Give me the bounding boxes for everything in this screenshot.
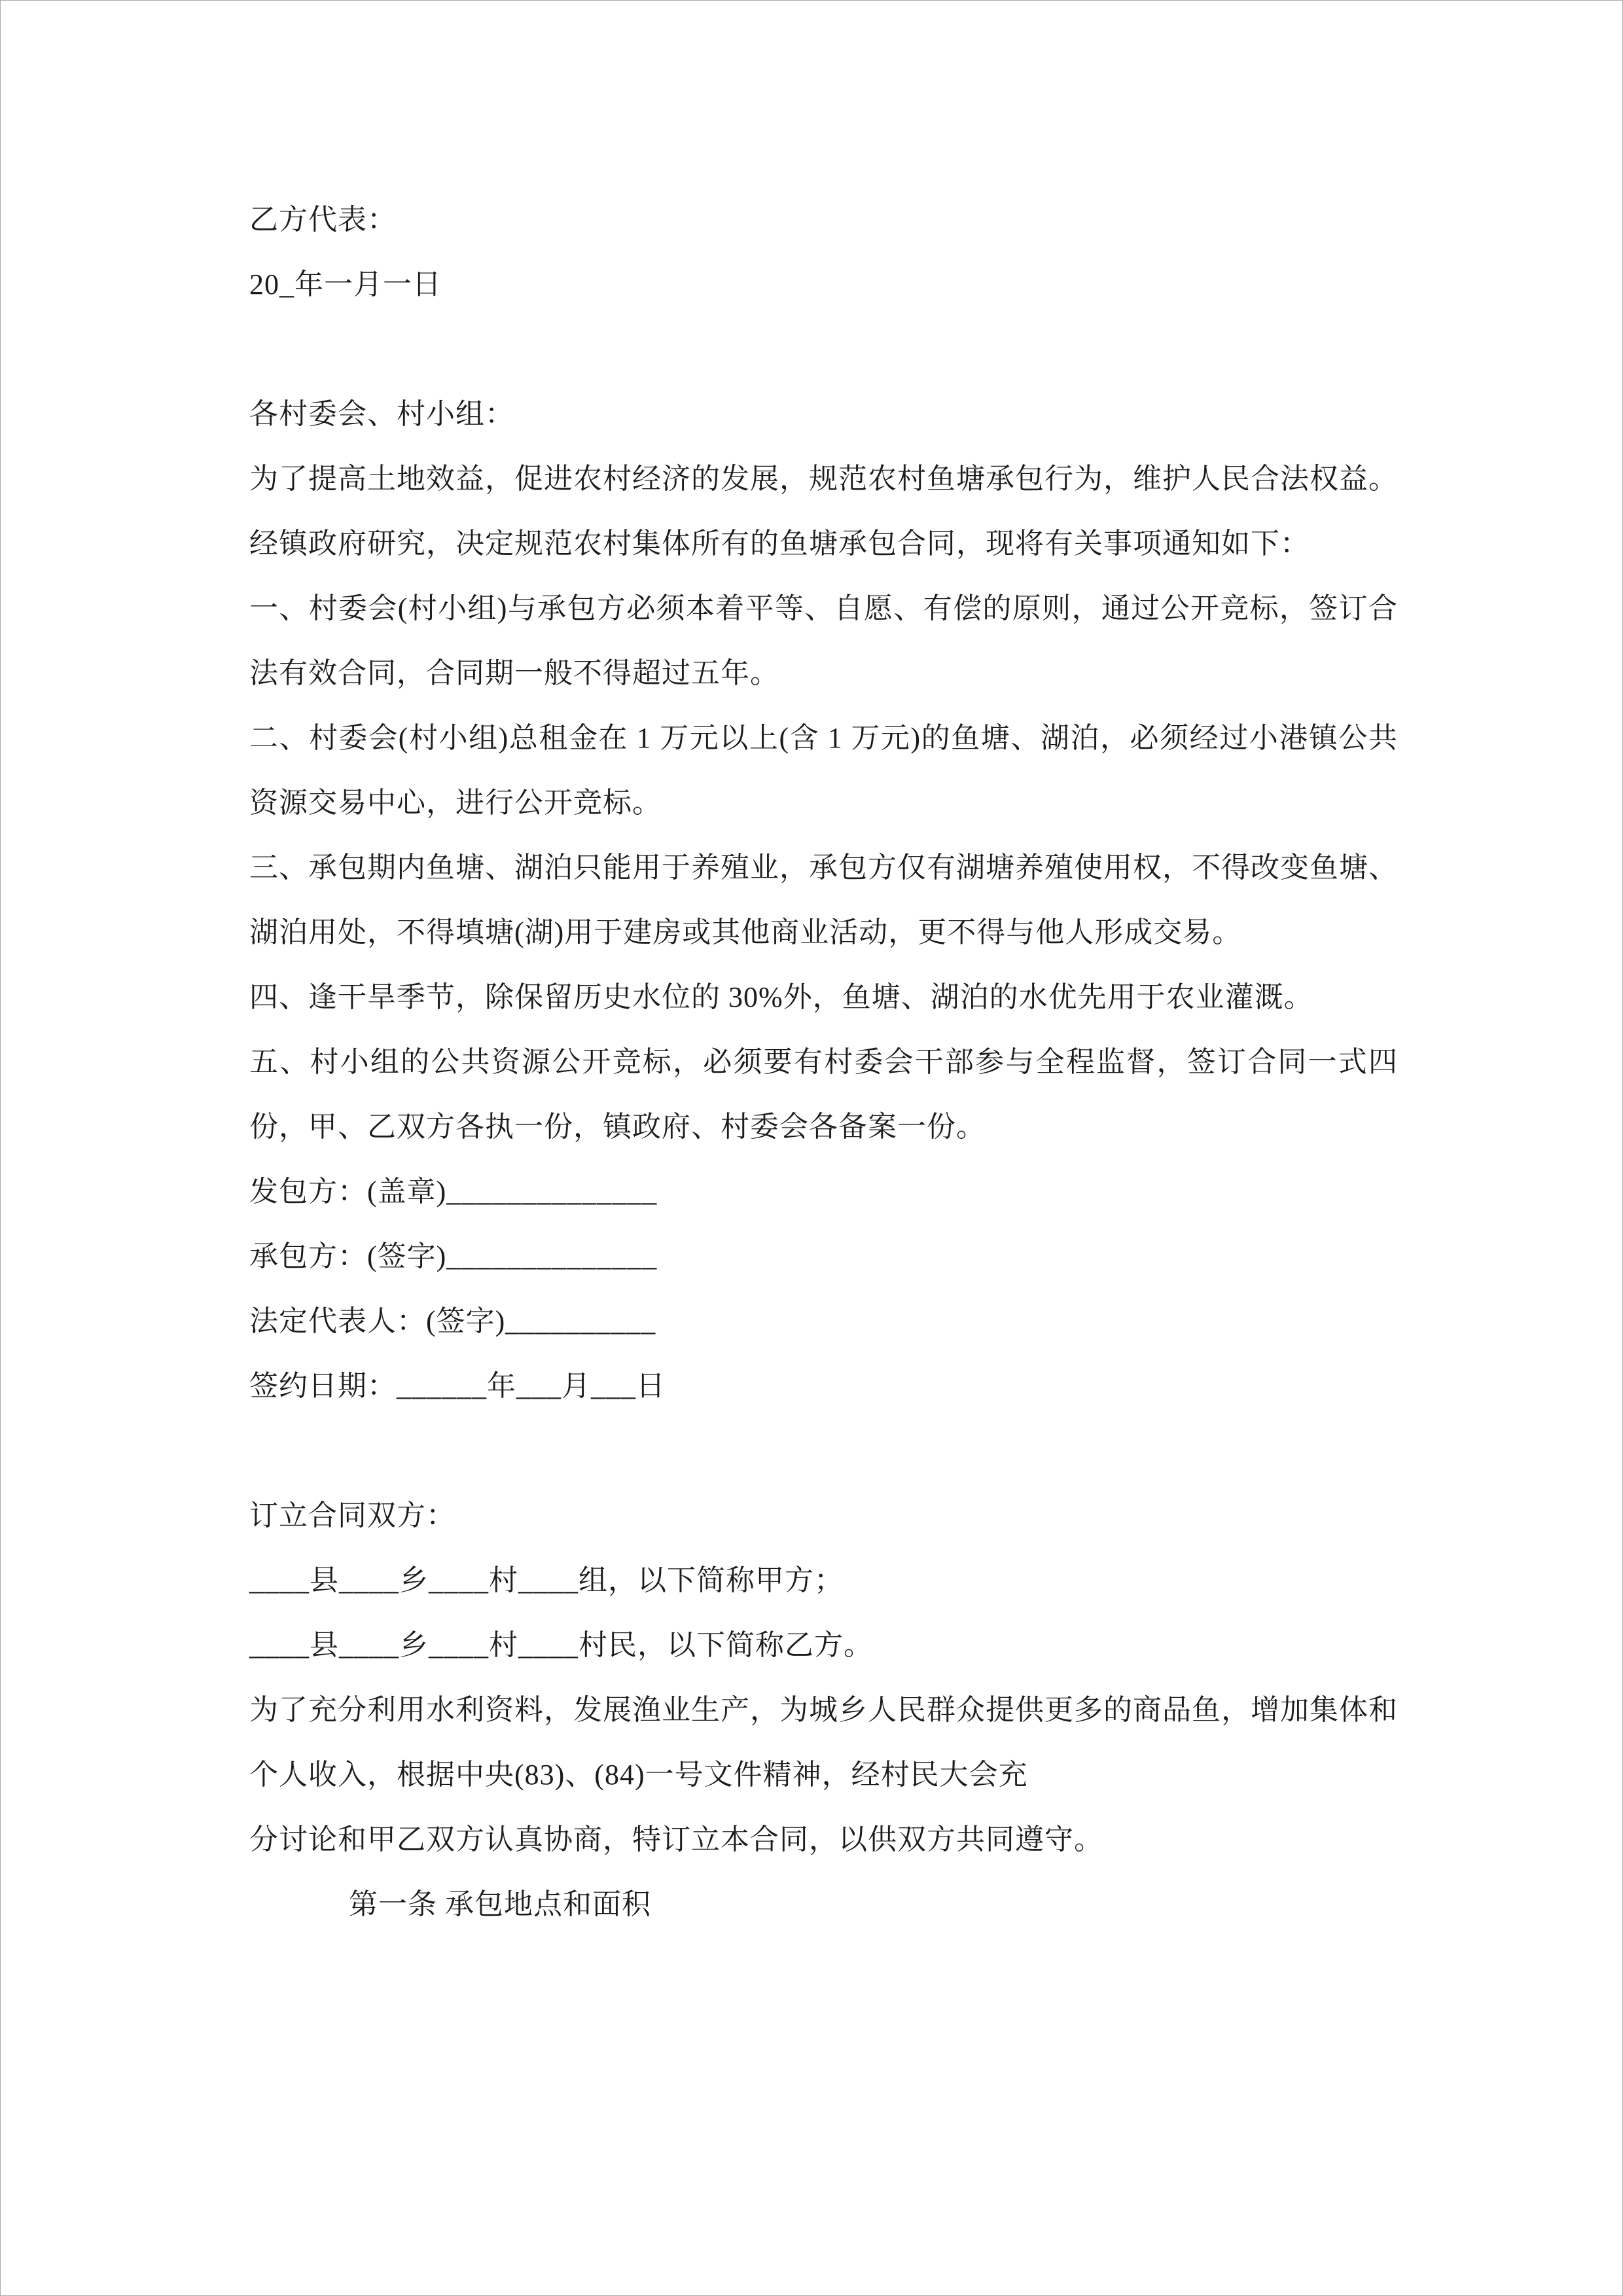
paragraph: 订立合同双方： xyxy=(249,1499,455,1532)
blank-line xyxy=(249,1418,1398,1483)
paragraph: 乙方代表： xyxy=(249,204,397,236)
paragraph: 五、村小组的公共资源公开竞标，必须要有村委会干部参与全程监督，签订合同一式四份，甲、乙双方各执一份，镇政府、村委会各备案一份。 xyxy=(249,1046,1398,1143)
paragraph: 四、逢干旱季节，除保留历史水位的 30%外，鱼塘、湖泊的水优先用于农业灌溉。 xyxy=(249,981,1313,1013)
blank-line xyxy=(249,317,1398,382)
paragraph: 为了提高土地效益，促进农村经济的发展，规范农村鱼塘承包行为，维护人民合法权益。经镇政府研究，决定规范农村集体所有的鱼塘承包合同，现将有关事项通知如下： xyxy=(249,463,1398,560)
paragraph: ____县____乡____村____组，以下简称甲方； xyxy=(249,1564,844,1596)
paragraph: 签约日期：______年___月___日 xyxy=(249,1370,666,1402)
paragraph: 为了充分利用水利资料，发展渔业生产，为城乡人民群众提供更多的商品鱼，增加集体和个人收入，根据中央(83)、(84)一号文件精神，经村民大会充 xyxy=(249,1694,1398,1791)
paragraph: 法定代表人：(签字)__________ xyxy=(249,1305,656,1337)
paragraph: 各村委会、村小组： xyxy=(249,398,514,430)
paragraph: 发包方：(盖章)______________ xyxy=(249,1175,658,1208)
paragraph: ____县____乡____村____村民，以下简称乙方。 xyxy=(249,1629,873,1661)
paragraph: 一、村委会(村小组)与承包方必须本着平等、自愿、有偿的原则，通过公开竞标，签订合法有效合同，合同期一般不得超过五年。 xyxy=(249,592,1398,689)
paragraph: 分讨论和甲乙双方认真协商，特订立本合同，以供双方共同遵守。 xyxy=(249,1823,1103,1856)
paragraph: 第一条 承包地点和面积 xyxy=(349,1888,651,1920)
paragraph: 承包方：(签字)______________ xyxy=(249,1240,658,1272)
document-content xyxy=(249,187,1398,1937)
paragraph: 二、村委会(村小组)总租金在 1 万元以上(含 1 万元)的鱼塘、湖泊，必须经过小港镇公共资源交易中心，进行公开竞标。 xyxy=(249,722,1398,819)
paragraph: 20_年一月一日 xyxy=(249,268,442,300)
paragraph: 三、承包期内鱼塘、湖泊只能用于养殖业，承包方仅有湖塘养殖使用权，不得改变鱼塘、湖泊用处，不得填塘(湖)用于建房或其他商业活动，更不得与他人形成交易。 xyxy=(249,852,1398,948)
